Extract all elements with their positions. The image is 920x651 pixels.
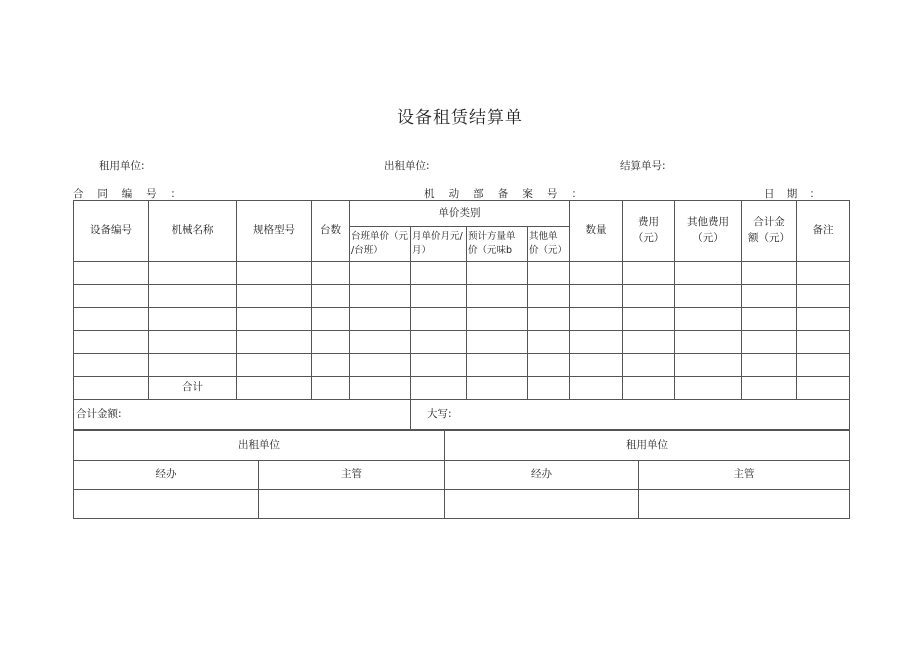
total-amount-row [74, 400, 850, 430]
uppercase-amount-label: 大写: [411, 400, 850, 430]
header-other-fee: 其他费用 （元） [675, 201, 742, 262]
settlement-no-label: 结算单号: [620, 160, 666, 172]
header-equipment-no: 设备编号 [74, 201, 149, 262]
table-row [74, 262, 850, 285]
header-machine-name: 机械名称 [149, 201, 237, 262]
subtotal-label: 合计 [149, 377, 237, 400]
header-other-price: 其他单 价（元） [528, 227, 570, 262]
contract-no-label: 合 同 编 号 ： [73, 188, 181, 200]
header-shift-price: 台班单价（元 /台班） [350, 227, 411, 262]
signature-row [74, 490, 850, 519]
table-row [74, 354, 850, 377]
date-label: 日 期 ： [764, 188, 820, 200]
lessor-unit-label: 出租单位: [384, 160, 430, 172]
renter-unit-header: 租用单位 [445, 431, 850, 461]
header-volume-price: 预计方量单 价（元味b [467, 227, 528, 262]
machine-record-no-label: 机 动 部 备 案 号 ： [424, 188, 582, 200]
lessor-unit-header: 出租单位 [74, 431, 445, 461]
signature-table [73, 430, 850, 519]
renter-supervisor-label: 主管 [639, 461, 850, 490]
document-title: 设备租赁结算单 [397, 108, 523, 128]
header-units: 台数 [312, 201, 350, 262]
header-total: 合计金 额（元） [742, 201, 797, 262]
total-amount-label: 合计金额: [74, 400, 411, 430]
header-quantity: 数量 [570, 201, 623, 262]
renter-unit-label: 租用单位: [99, 160, 145, 172]
settlement-table [73, 200, 850, 430]
lessor-handler-label: 经办 [74, 461, 259, 490]
lessor-supervisor-label: 主管 [259, 461, 445, 490]
renter-handler-label: 经办 [445, 461, 639, 490]
subtotal-row [74, 377, 850, 400]
header-monthly-price: 月单价月元/ 月） [411, 227, 467, 262]
table-row [74, 285, 850, 308]
header-fee: 费用 （元） [623, 201, 675, 262]
table-row [74, 308, 850, 331]
header-unit-price-category: 单价类别 [350, 201, 570, 227]
header-remarks: 备注 [797, 201, 850, 262]
header-spec-model: 规格型号 [237, 201, 312, 262]
table-row [74, 331, 850, 354]
